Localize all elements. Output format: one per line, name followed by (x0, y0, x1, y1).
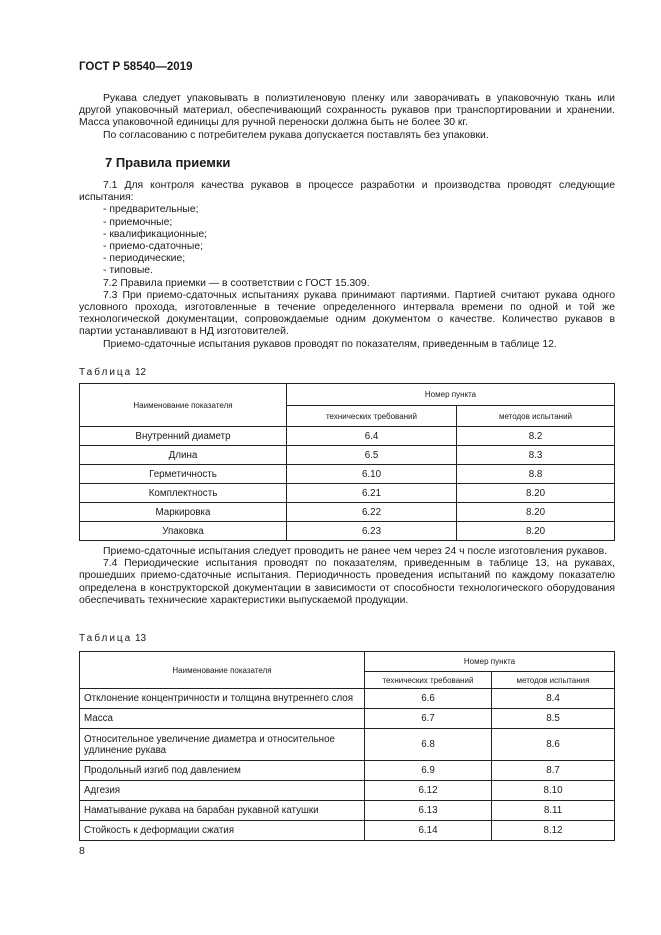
table-caption-number: 12 (135, 367, 147, 378)
list-item: - периодические; (103, 253, 186, 265)
row-name: Адгезия (80, 781, 365, 801)
table-row (80, 465, 615, 484)
list-item: - предварительные; (103, 204, 199, 216)
clause-7-1: 7.1 Для контроля качества рукавов в процессе разработки и производства проводят следующие испытания: (79, 180, 615, 204)
acceptance-rules-block (79, 180, 615, 351)
table-row (80, 821, 615, 841)
table-caption-number: 13 (135, 633, 147, 644)
table-row (80, 729, 615, 761)
row-tech: 6.12 (365, 781, 492, 801)
packaging-paragraph: Рукава следует упаковывать в полиэтиленовую пленку или заворачивать в упаковочную ткань или другой упаковочный материал, обеспечивающий сохранность рукавов при транспортировании и хранении. Масса упаковочной единицы для ручной переноски должна быть не более 30 кг. (79, 93, 615, 129)
row-name: Упаковка (80, 522, 287, 541)
table-13-caption (79, 633, 146, 644)
row-method: 8.10 (492, 781, 615, 801)
row-tech: 6.14 (365, 821, 492, 841)
column-header-tech: технических требований (287, 406, 457, 427)
list-item: - приемочные; (103, 216, 173, 228)
document-header: ГОСТ Р 58540—2019 (79, 61, 193, 73)
column-header-methods: методов испытаний (457, 406, 615, 427)
row-name: Относительное увеличение диаметра и относительное удлинение рукава (80, 729, 365, 761)
row-tech: 6.21 (287, 484, 457, 503)
column-header-name: Наименование показателя (80, 384, 287, 427)
row-method: 8.20 (457, 484, 615, 503)
row-method: 8.20 (457, 522, 615, 541)
row-tech: 6.7 (365, 709, 492, 729)
row-name: Отклонение концентричности и толщина внутреннего слоя (80, 689, 365, 709)
list-item: - приемо-сдаточные; (103, 241, 204, 253)
table-row (80, 446, 615, 465)
row-tech: 6.23 (287, 522, 457, 541)
after-table-12-paragraph: Приемо-сдаточные испытания следует проводить не ранее чем через 24 ч после изготовления рукавов. (103, 546, 608, 557)
table-row (80, 689, 615, 709)
column-header-tech: технических требований (365, 672, 492, 689)
row-method: 8.5 (492, 709, 615, 729)
row-name: Длина (80, 446, 287, 465)
row-name: Внутренний диаметр (80, 427, 287, 446)
table-row (80, 801, 615, 821)
table-12 (79, 383, 615, 541)
column-header-group: Номер пункта (287, 384, 615, 406)
clause-7-2: 7.2 Правила приемки — в соответствии с ГОСТ 15.309. (103, 277, 370, 289)
table-row (80, 709, 615, 729)
clause-7-4: 7.4 Периодические испытания проводят по показателям, приведенным в таблице 13, на рукавах, прошедших приемо-сдаточные испытания. Периодичность проведения испытаний по каждому показателю определена в конструкторской документации в зависимости от способности технологического оборудования обеспечивать технические характеристики выпускаемой продукции. (79, 558, 615, 606)
row-tech: 6.13 (365, 801, 492, 821)
row-method: 8.3 (457, 446, 615, 465)
row-method: 8.8 (457, 465, 615, 484)
row-tech: 6.6 (365, 689, 492, 709)
row-method: 8.20 (457, 503, 615, 522)
page-number: 8 (79, 845, 85, 857)
row-tech: 6.4 (287, 427, 457, 446)
list-item: - типовые. (103, 265, 153, 277)
section-title: 7 Правила приемки (105, 155, 231, 170)
table-caption-word: Таблица (79, 633, 133, 644)
table-row (80, 427, 615, 446)
row-method: 8.4 (492, 689, 615, 709)
row-name: Комплектность (80, 484, 287, 503)
row-tech: 6.9 (365, 761, 492, 781)
table-12-caption (79, 367, 146, 378)
row-name: Стойкость к деформации сжатия (80, 821, 365, 841)
table-row (80, 761, 615, 781)
column-header-group: Номер пункта (365, 652, 615, 672)
row-name: Герметичность (80, 465, 287, 484)
row-method: 8.12 (492, 821, 615, 841)
row-method: 8.6 (492, 729, 615, 761)
table-row (80, 484, 615, 503)
row-tech: 6.10 (287, 465, 457, 484)
column-header-name: Наименование показателя (80, 652, 365, 689)
row-method: 8.2 (457, 427, 615, 446)
packaging-block (79, 93, 615, 142)
column-header-methods: методов испытания (492, 672, 615, 689)
table-row (80, 781, 615, 801)
row-tech: 6.5 (287, 446, 457, 465)
periodic-tests-block (79, 546, 615, 607)
row-name: Продольный изгиб под давлением (80, 761, 365, 781)
table-caption-word: Таблица (79, 367, 133, 378)
row-name: Наматывание рукава на барабан рукавной катушки (80, 801, 365, 821)
row-tech: 6.22 (287, 503, 457, 522)
row-name: Масса (80, 709, 365, 729)
row-method: 8.11 (492, 801, 615, 821)
list-item: - квалификационные; (103, 228, 207, 240)
table-row (80, 522, 615, 541)
table-13 (79, 651, 615, 841)
clause-7-3: 7.3 При приемо-сдаточных испытаниях рукава принимают партиями. Партией считают рукава одного условного прохода, изготовленные в течение определенного интервала времени по одной и той же технологической документации, сопровождаемые одним документом о качестве. Количество рукавов в партии устанавливают в НД изготовителей. (79, 289, 615, 338)
row-tech: 6.8 (365, 729, 492, 761)
no-packaging-paragraph: По согласованию с потребителем рукава допускается поставлять без упаковки. (103, 129, 489, 141)
row-method: 8.7 (492, 761, 615, 781)
row-name: Маркировка (80, 503, 287, 522)
clause-7-3-table-ref: Приемо-сдаточные испытания рукавов проводят по показателям, приведенным в таблице 12. (103, 338, 557, 350)
table-row (80, 503, 615, 522)
